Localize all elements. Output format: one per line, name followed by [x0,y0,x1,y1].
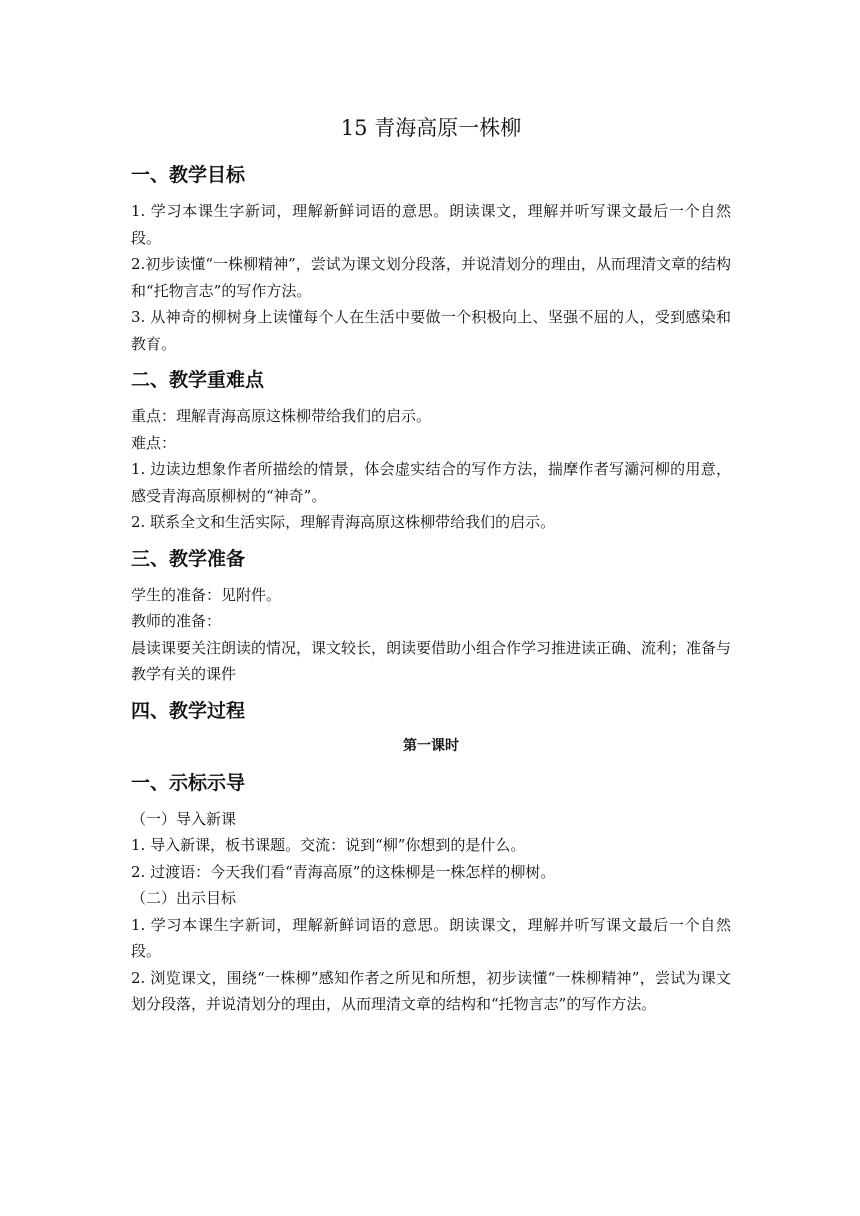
paragraph: 2.初步读懂“一株柳精神”，尝试为课文划分段落，并说清划分的理由，从而理清文章的结构和“托物言志”的写作方法。 [131,255,731,300]
paragraph: （一）导入新课 [131,809,237,828]
paragraph: 1. 边读边想象作者所描绘的情景，体会虚实结合的写作方法，揣摩作者写灞河柳的用意，感受青海高原柳树的“神奇”。 [131,460,731,505]
paragraph: 学生的准备：见附件。 [131,585,282,604]
section-teaching-process [131,696,731,758]
paragraph: 3. 从神奇的柳树身上读懂每个人在生活中要做一个积极向上、坚强不屈的人，受到感染和教育。 [131,308,731,353]
section-heading: 一、教学目标 [131,164,246,186]
document-title: 15 青海高原一株柳 [340,116,522,140]
paragraph: 2. 浏览课文，围绕“一株柳”感知作者之所见和所想，初步读懂“一株柳精神”，尝试为课文划分段落，并说清划分的理由，从而理清文章的结构和“托物言志”的写作方法。 [131,968,731,1013]
paragraph: 重点：理解青海高原这株柳带给我们的启示。 [131,407,432,425]
paragraph: 1. 学习本课生字新词，理解新鲜词语的意思。朗读课文，理解并听写课文最后一个自然段。 [131,202,731,247]
section-key-difficult-points [131,365,731,536]
paragraph: 1. 学习本课生字新词，理解新鲜词语的意思。朗读课文，理解并听写课文最后一个自然段。 [131,915,731,960]
section-heading: 四、教学过程 [131,699,246,722]
paragraph: 教师的准备： [131,612,222,630]
section-heading: 二、教学重难点 [131,369,265,391]
paragraph: 2. 过渡语：今天我们看“青海高原”的这株柳是一株怎样的柳树。 [131,862,556,881]
document-page [131,112,731,1026]
section-heading: 一、示标示导 [131,771,246,794]
section-heading: 三、教学准备 [131,547,246,570]
paragraph: 难点： [131,433,177,452]
section-teaching-preparation [131,544,731,688]
paragraph: 2. 联系全文和生活实际，理解青海高原这株柳带给我们的启示。 [131,513,556,531]
section-show-goals-guide [131,768,731,1018]
section-teaching-goals [131,160,731,357]
paragraph: 1. 导入新课，板书课题。交流：说到“柳”你想到的是什么。 [131,836,526,854]
paragraph: （二）出示目标 [131,889,237,907]
lesson-period-label: 第一课时 [403,737,459,754]
paragraph: 晨读课要关注朗读的情况，课文较长，朗读要借助小组合作学习推进读正确、流利；准备与教学有关的课件 [131,638,732,683]
